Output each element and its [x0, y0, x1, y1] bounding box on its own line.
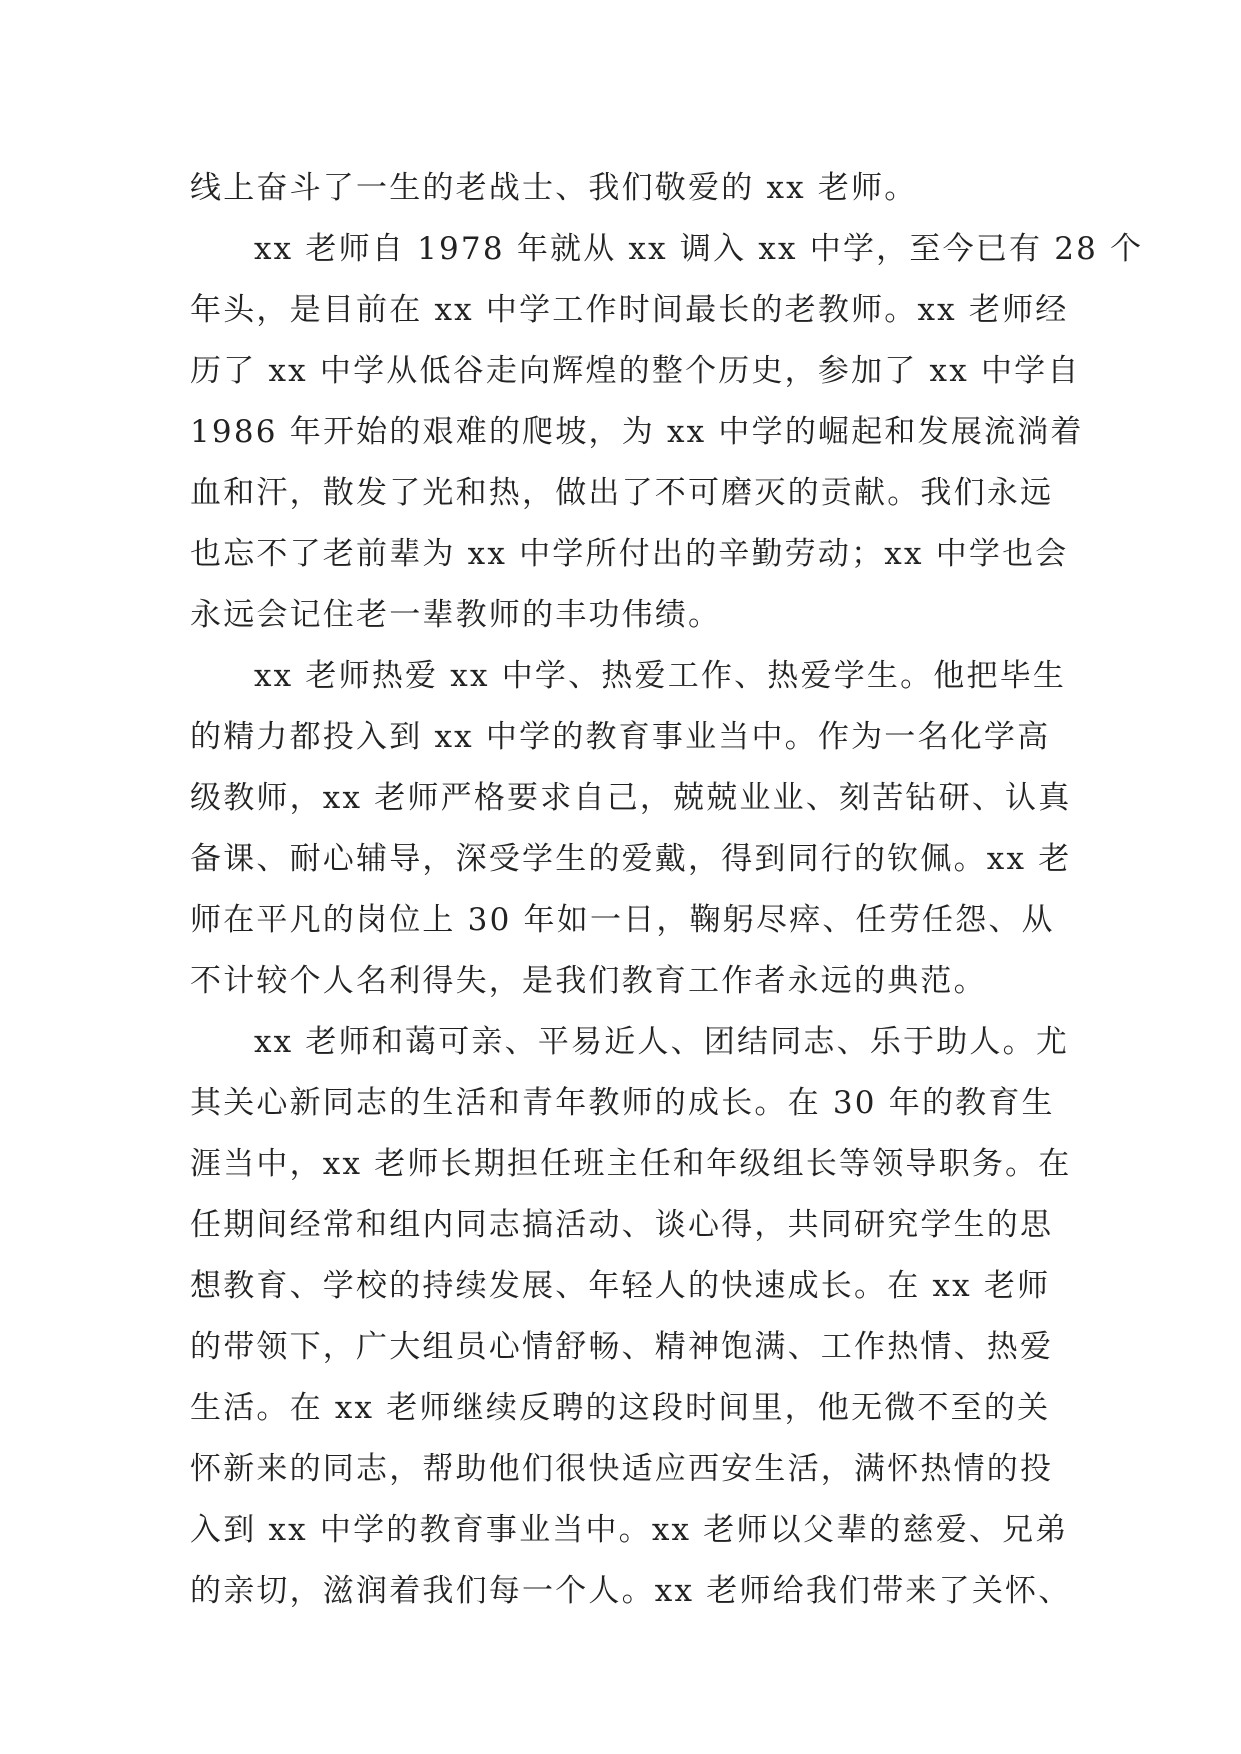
text-line: 历了 xx 中学从低谷走向辉煌的整个历史，参加了 xx 中学自 [190, 353, 1081, 389]
text-line: 入到 xx 中学的教育事业当中。xx 老师以父辈的慈爱、兄弟 [190, 1512, 1069, 1548]
text-line: 想教育、学校的持续发展、年轻人的快速成长。在 xx 老师 [190, 1268, 1051, 1304]
text-line: 线上奋斗了一生的老战士、我们敬爱的 xx 老师。 [190, 170, 918, 206]
document-body [190, 158, 1144, 1622]
text-line: 年头，是目前在 xx 中学工作时间最长的老教师。xx 老师经 [190, 292, 1069, 328]
text-line: 级教师，xx 老师严格要求自己，兢兢业业、刻苦钻研、认真 [190, 780, 1072, 816]
text-line: 的带领下，广大组员心情舒畅、精神饱满、工作热情、热爱 [190, 1329, 1054, 1365]
text-line: 生活。在 xx 老师继续反聘的这段时间里，他无微不至的关 [190, 1390, 1051, 1426]
text-line: xx 老师和蔼可亲、平易近人、团结同志、乐于助人。尤 [254, 1024, 1070, 1060]
text-line: 的精力都投入到 xx 中学的教育事业当中。作为一名化学高 [190, 719, 1051, 755]
text-line: 师在平凡的岗位上 30 年如一日，鞠躬尽瘁、任劳任怨、从 [190, 902, 1055, 938]
text-line: 血和汗，散发了光和热，做出了不可磨灭的贡献。我们永远 [190, 475, 1054, 511]
text-line: 1986 年开始的艰难的爬坡，为 xx 中学的崛起和发展流淌着 [190, 414, 1084, 450]
text-line: 永远会记住老一辈教师的丰功伟绩。 [190, 597, 722, 633]
text-line: 怀新来的同志，帮助他们很快适应西安生活，满怀热情的投 [190, 1451, 1054, 1487]
text-line: 不计较个人名利得失，是我们教育工作者永远的典范。 [190, 963, 987, 999]
text-line: 涯当中，xx 老师长期担任班主任和年级组长等领导职务。在 [190, 1146, 1072, 1182]
text-line: xx 老师热爱 xx 中学、热爱工作、热爱学生。他把毕生 [254, 658, 1067, 694]
text-line: 备课、耐心辅导，深受学生的爱戴，得到同行的钦佩。xx 老 [190, 841, 1072, 877]
text-line: 也忘不了老前辈为 xx 中学所付出的辛勤劳动；xx 中学也会 [190, 536, 1069, 572]
text-line: xx 老师自 1978 年就从 xx 调入 xx 中学，至今已有 28 个 [254, 231, 1144, 267]
text-line: 的亲切，滋润着我们每一个人。xx 老师给我们带来了关怀、 [190, 1573, 1072, 1609]
text-line: 任期间经常和组内同志搞活动、谈心得，共同研究学生的思 [190, 1207, 1054, 1243]
text-line: 其关心新同志的生活和青年教师的成长。在 30 年的教育生 [190, 1085, 1055, 1121]
